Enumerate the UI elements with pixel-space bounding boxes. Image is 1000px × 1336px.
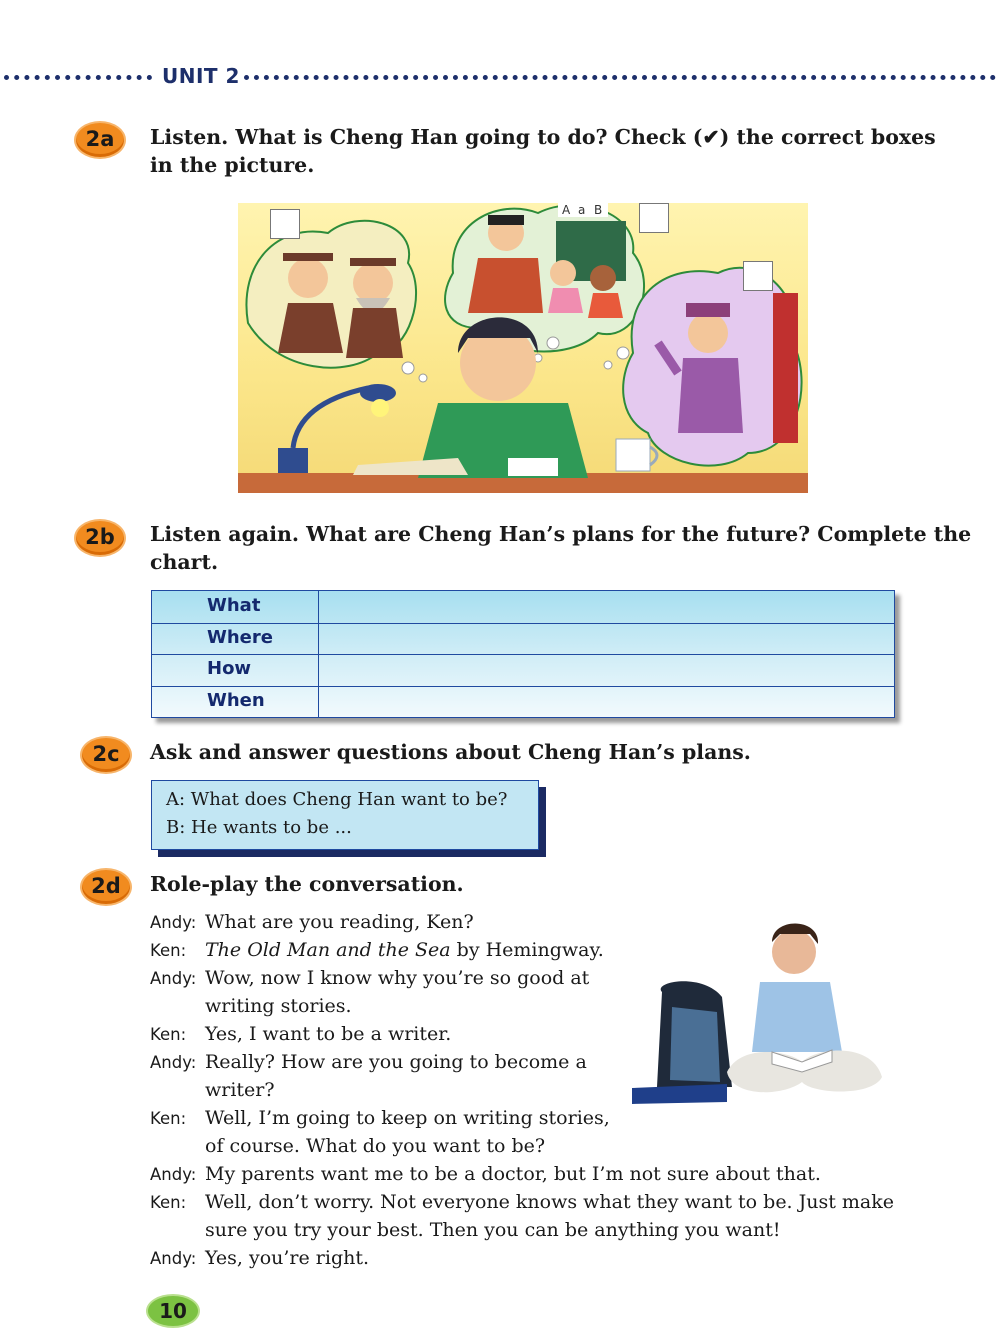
checkbox-graduation[interactable] bbox=[270, 209, 300, 239]
qa-line-2: B: He wants to be ... bbox=[166, 817, 352, 838]
dialogue-line: writing stories. bbox=[205, 995, 352, 1017]
chart-label-when: When bbox=[207, 689, 265, 711]
header-dots-right bbox=[244, 75, 996, 80]
board-letter-1: A bbox=[562, 203, 571, 217]
heading-2b-line2: chart. bbox=[150, 550, 219, 574]
badge-2d: 2d bbox=[80, 868, 132, 906]
dialogue-line: of course. What do you want to be? bbox=[205, 1135, 546, 1157]
board-letter-3: B bbox=[594, 203, 603, 217]
speaker-andy: Andy: bbox=[150, 1053, 197, 1072]
dialogue-line: What are you reading, Ken? bbox=[205, 911, 474, 933]
chart-label-where: Where bbox=[207, 626, 273, 648]
heading-2d: Role-play the conversation. bbox=[150, 872, 464, 896]
illustration-scene bbox=[238, 203, 808, 493]
checkbox-teacher[interactable] bbox=[639, 203, 669, 233]
book bbox=[353, 458, 468, 475]
unit-title: UNIT 2 bbox=[158, 64, 244, 88]
book-title: The Old Man and the Sea bbox=[205, 939, 451, 961]
dialogue-line: Yes, you’re right. bbox=[205, 1247, 370, 1269]
dialogue-line: Wow, now I know why you’re so good at bbox=[205, 967, 590, 989]
student-reading-photo bbox=[632, 912, 892, 1112]
dialogue-line: writer? bbox=[205, 1079, 275, 1101]
dialogue-line: Really? How are you going to become a bbox=[205, 1051, 587, 1073]
chart-label-how: How bbox=[207, 658, 252, 679]
speaker-ken: Ken: bbox=[150, 1193, 187, 1212]
dialogue-line: sure you try your best. Then you can be anything you want! bbox=[205, 1219, 781, 1241]
chart-row-how bbox=[152, 654, 894, 687]
student-shirt bbox=[752, 982, 842, 1052]
dialogue-line: Yes, I want to be a writer. bbox=[205, 1023, 452, 1045]
speaker-ken: Ken: bbox=[150, 941, 187, 960]
heading-2a-line1: Listen. What is Cheng Han going to do? Check (✔) the correct boxes bbox=[150, 125, 936, 149]
chart-row-when bbox=[152, 686, 894, 719]
dialogue-line: Well, I’m going to keep on writing stories, bbox=[205, 1107, 610, 1129]
heading-2c: Ask and answer questions about Cheng Han’s plans. bbox=[150, 740, 751, 764]
mug bbox=[616, 439, 657, 471]
desk-lamp bbox=[278, 384, 396, 473]
chart-row-where bbox=[152, 623, 894, 656]
heading-2a-line2: in the picture. bbox=[150, 153, 315, 177]
header-dots-left bbox=[4, 75, 152, 80]
dialogue-line: Well, don’t worry. Not everyone knows what they want to be. Just make bbox=[205, 1191, 895, 1213]
chart-row-what bbox=[152, 591, 894, 624]
page-number: 10 bbox=[146, 1294, 200, 1328]
checkbox-actor[interactable] bbox=[743, 261, 773, 291]
heading-2b bbox=[150, 520, 971, 576]
speaker-ken: Ken: bbox=[150, 1025, 187, 1044]
book-author: by Hemingway. bbox=[450, 939, 604, 961]
badge-2c: 2c bbox=[80, 736, 132, 774]
speaker-andy: Andy: bbox=[150, 913, 197, 932]
cheng-han-illustration bbox=[238, 203, 808, 493]
speaker-andy: Andy: bbox=[150, 969, 197, 988]
qa-box bbox=[151, 780, 539, 850]
dialogue-line bbox=[205, 939, 604, 961]
speaker-andy: Andy: bbox=[150, 1165, 197, 1184]
heading-2a bbox=[150, 123, 936, 179]
speaker-andy: Andy: bbox=[150, 1249, 197, 1268]
speaker-ken: Ken: bbox=[150, 1109, 187, 1128]
heading-2b-line1: Listen again. What are Cheng Han’s plans for the future? Complete the bbox=[150, 522, 972, 546]
badge-2b: 2b bbox=[74, 519, 126, 557]
plans-chart bbox=[151, 590, 895, 718]
books-stack bbox=[632, 1084, 727, 1104]
badge-2a: 2a bbox=[74, 121, 126, 159]
chart-divider bbox=[318, 591, 319, 717]
student-head bbox=[772, 930, 816, 974]
qa-line-1: A: What does Cheng Han want to be? bbox=[166, 789, 508, 810]
chart-label-what: What bbox=[207, 595, 261, 616]
dialogue-line: My parents want me to be a doctor, but I’m not sure about that. bbox=[205, 1163, 821, 1185]
board-letter-2: a bbox=[578, 203, 586, 217]
